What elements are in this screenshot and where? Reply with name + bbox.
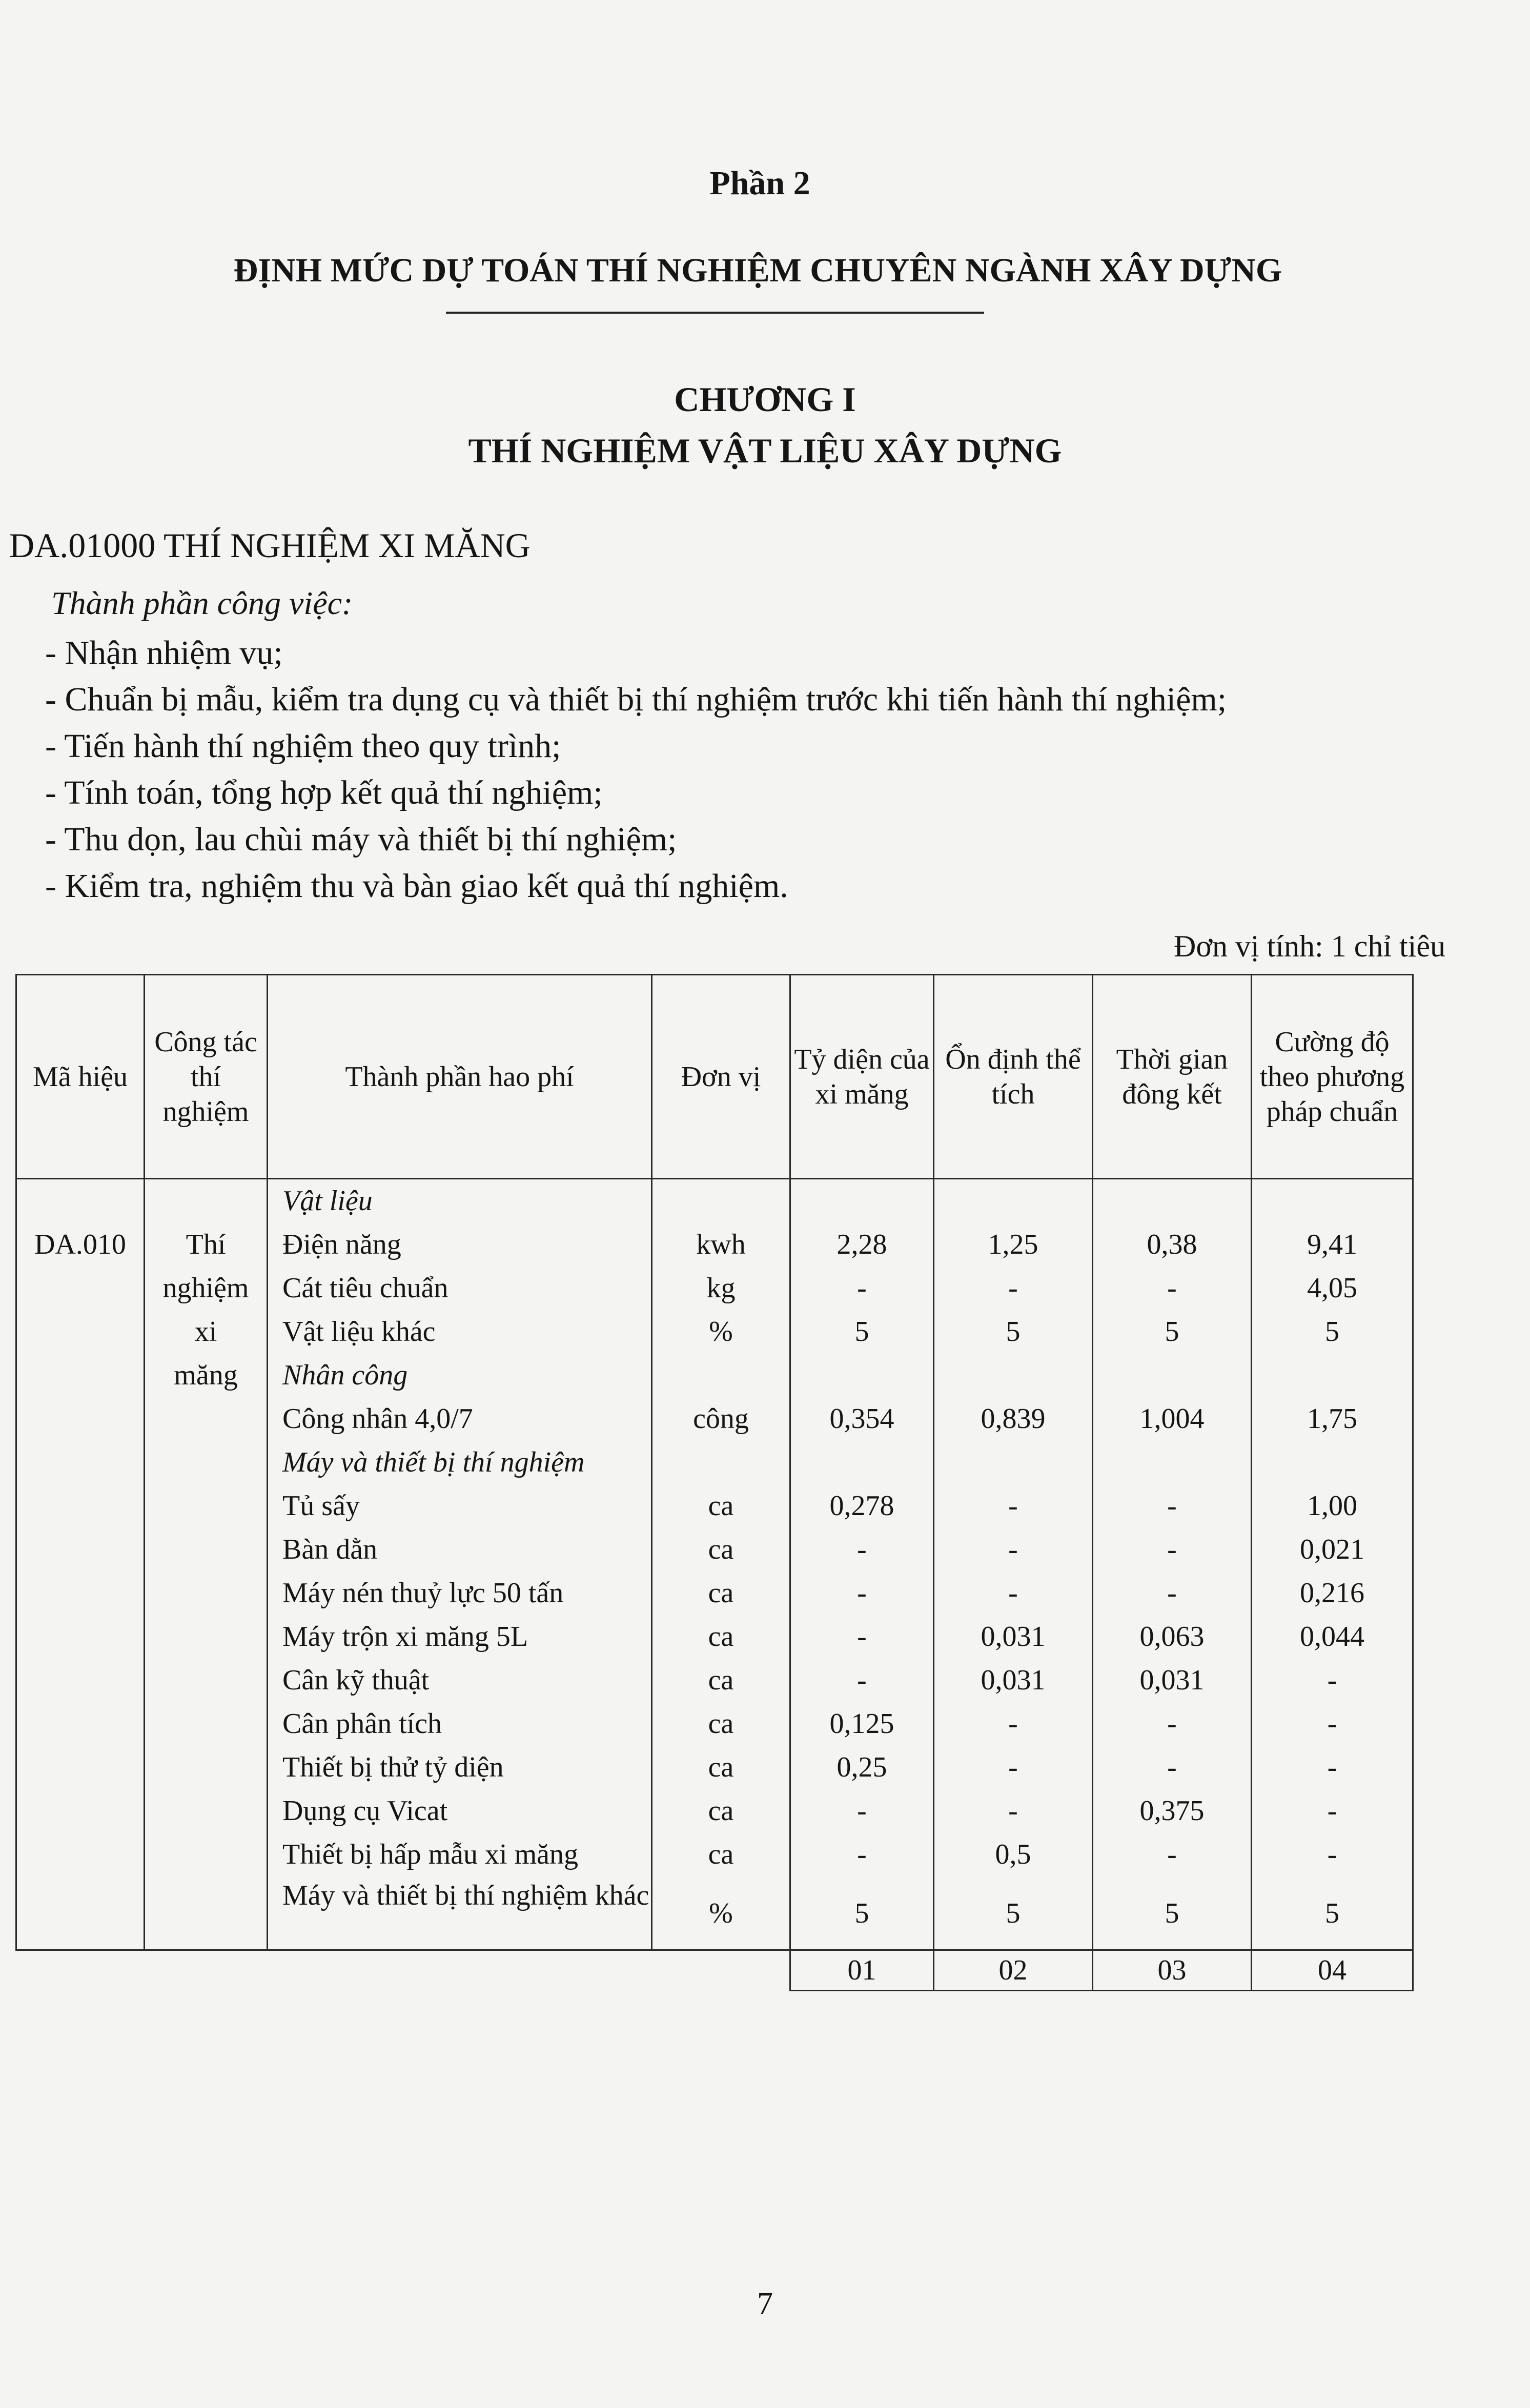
component-name: Cân phân tích [282, 1708, 442, 1740]
c1-value: 5 [854, 1897, 869, 1929]
c1-value: 0,25 [837, 1751, 887, 1783]
group-label: Vật liệu [282, 1185, 373, 1217]
c4-value: - [1327, 1664, 1337, 1696]
c1-value: - [857, 1577, 867, 1609]
part-heading: Phần 2 [709, 165, 810, 202]
c1-value [791, 1179, 933, 1223]
unit-value: công [693, 1403, 749, 1435]
page-number: 7 [757, 2287, 773, 2321]
c2-value: 0,839 [981, 1403, 1046, 1435]
header-c1: Tỷ diện của xi măng [790, 975, 934, 1179]
c2-value: 1,25 [988, 1229, 1038, 1260]
work-line: nghiệm [162, 1272, 249, 1304]
norms-table [15, 974, 1414, 1991]
c1-value: - [857, 1621, 867, 1652]
unit-value: kwh [696, 1229, 746, 1260]
c4-value: 5 [1325, 1897, 1339, 1929]
unit-value: ca [708, 1621, 734, 1652]
c1-value [791, 1441, 933, 1484]
c4-value [1252, 1441, 1412, 1484]
component-name: Công nhân 4,0/7 [282, 1403, 473, 1435]
c3-value: 5 [1165, 1316, 1179, 1348]
c4-value [1252, 1179, 1412, 1223]
group-label: Nhân công [282, 1359, 408, 1391]
c2-value [934, 1179, 1092, 1223]
component-name: Máy trộn xi măng 5L [282, 1621, 528, 1652]
c2-value: 5 [1006, 1897, 1021, 1929]
unit-value [652, 1179, 789, 1223]
work-item: - Nhận nhiệm vụ; [45, 634, 283, 671]
column-code: 01 [790, 1950, 934, 1991]
c3-value: - [1167, 1839, 1177, 1870]
c2-value: 0,5 [995, 1839, 1031, 1870]
unit-value: ca [708, 1839, 734, 1870]
c4-value: 0,216 [1300, 1577, 1364, 1609]
c1-value: - [857, 1534, 867, 1565]
c4-value: 4,05 [1307, 1272, 1357, 1304]
c2-value [934, 1441, 1092, 1484]
section-title: DA.01000 THÍ NGHIỆM XI MĂNG [9, 526, 531, 565]
chapter-heading: CHƯƠNG I [674, 380, 856, 419]
c2-column [934, 1179, 1093, 1950]
work-item: - Tiến hành thí nghiệm theo quy trình; [45, 727, 561, 765]
c3-value: - [1167, 1708, 1177, 1740]
unit-value: ca [708, 1664, 734, 1696]
header-c4: Cường độ theo phương pháp chuẩn [1252, 975, 1413, 1179]
c4-value: - [1327, 1839, 1337, 1870]
c2-value: - [1008, 1534, 1018, 1565]
component-name: Điện năng [282, 1229, 401, 1260]
c2-value: - [1008, 1751, 1018, 1783]
c3-value: - [1167, 1577, 1177, 1609]
unit-value: ca [708, 1751, 734, 1783]
c3-value: - [1167, 1534, 1177, 1565]
code-value: DA.010 [34, 1229, 126, 1260]
column-code: 04 [1252, 1950, 1413, 1991]
work-components-label: Thành phần công việc: [51, 585, 353, 621]
unit-value: ca [708, 1708, 734, 1740]
component-name: Cát tiêu chuẩn [282, 1272, 448, 1304]
c4-value: 0,021 [1300, 1534, 1364, 1565]
c3-value: 0,063 [1139, 1621, 1205, 1652]
c4-value: 1,75 [1307, 1403, 1357, 1435]
c2-value [934, 1354, 1092, 1397]
unit-value: kg [706, 1272, 736, 1304]
unit-value: % [709, 1897, 733, 1929]
chapter-title: THÍ NGHIỆM VẬT LIỆU XÂY DỰNG [468, 431, 1062, 470]
c1-value: - [857, 1795, 867, 1827]
c2-value: 0,031 [981, 1664, 1046, 1696]
column-code: 02 [934, 1950, 1093, 1991]
c3-value [1093, 1179, 1251, 1223]
component-name: Máy và thiết bị thí nghiệm khác [282, 1880, 649, 1911]
component-name: Cân kỹ thuật [282, 1664, 430, 1696]
work-item: - Chuẩn bị mẫu, kiểm tra dụng cụ và thiết bị thí nghiệm trước khi tiến hành thí nghiệm; [45, 681, 1227, 718]
c2-value: - [1008, 1795, 1018, 1827]
c2-value: - [1008, 1708, 1018, 1740]
header-c2: Ổn định thể tích [934, 975, 1093, 1179]
c4-column [1252, 1179, 1413, 1950]
component-name: Tủ sấy [282, 1490, 360, 1522]
c2-value: 0,031 [981, 1621, 1046, 1652]
c4-value: - [1327, 1795, 1337, 1827]
unit-value: ca [708, 1795, 734, 1827]
c1-value: - [857, 1272, 867, 1304]
component-name: Thiết bị hấp mẫu xi măng [282, 1839, 578, 1870]
c1-value: 5 [854, 1316, 869, 1348]
header-component: Thành phần hao phí [268, 975, 652, 1179]
table-header-row [16, 975, 1413, 1179]
c3-value [1093, 1441, 1251, 1484]
c1-value: 0,125 [829, 1708, 894, 1740]
component-name: Máy nén thuỷ lực 50 tấn [282, 1577, 564, 1609]
c1-value: - [857, 1839, 867, 1870]
main-title: ĐỊNH MỨC DỰ TOÁN THÍ NGHIỆM CHUYÊN NGÀNH XÂY DỰNG [233, 252, 1282, 289]
c1-value: 0,278 [829, 1490, 894, 1522]
c3-value: 1,004 [1139, 1403, 1205, 1435]
unit-column [652, 1179, 790, 1950]
c3-value: 0,38 [1147, 1229, 1197, 1260]
component-name: Vật liệu khác [282, 1316, 436, 1348]
c3-value: - [1167, 1272, 1177, 1304]
c2-value: - [1008, 1490, 1018, 1522]
work-column [145, 1179, 268, 1950]
header-unit: Đơn vị [652, 975, 790, 1179]
unit-value: % [709, 1316, 733, 1348]
work-item: - Thu dọn, lau chùi máy và thiết bị thí nghiệm; [45, 821, 677, 858]
header-work: Công tác thí nghiệm [145, 975, 268, 1179]
c3-value: - [1167, 1490, 1177, 1522]
unit-value: ca [708, 1577, 734, 1609]
code-column [16, 1179, 145, 1950]
column-code: 03 [1093, 1950, 1252, 1991]
c4-value: 9,41 [1307, 1229, 1357, 1260]
work-line: măng [174, 1359, 238, 1391]
c2-value: - [1008, 1577, 1018, 1609]
c3-value: - [1167, 1751, 1177, 1783]
c4-value: 0,044 [1300, 1621, 1364, 1652]
column-code-row [16, 1950, 1413, 1991]
table-body-row [16, 1179, 1413, 1950]
c2-value: 5 [1006, 1316, 1021, 1348]
header-c3: Thời gian đông kết [1093, 975, 1252, 1179]
c2-value: - [1008, 1272, 1018, 1304]
c4-value: 1,00 [1307, 1490, 1357, 1522]
c4-value: - [1327, 1708, 1337, 1740]
unit-note: Đơn vị tính: 1 chỉ tiêu [1173, 929, 1445, 963]
c1-value: - [857, 1664, 867, 1696]
c1-column [790, 1179, 934, 1950]
header-code: Mã hiệu [16, 975, 145, 1179]
work-item: - Tính toán, tổng hợp kết quả thí nghiệm; [45, 774, 603, 811]
c4-value: - [1327, 1751, 1337, 1783]
c1-value: 0,354 [829, 1403, 894, 1435]
c3-value: 5 [1165, 1897, 1179, 1929]
c3-column [1093, 1179, 1252, 1950]
work-item: - Kiểm tra, nghiệm thu và bàn giao kết quả thí nghiệm. [45, 867, 788, 905]
c1-value: 2,28 [837, 1229, 887, 1260]
group-label: Máy và thiết bị thí nghiệm [282, 1446, 585, 1478]
c1-value [791, 1354, 933, 1397]
component-name: Dụng cụ Vicat [282, 1795, 448, 1827]
work-line: xi [194, 1316, 217, 1348]
c3-value: 0,031 [1139, 1664, 1205, 1696]
work-line: Thí [186, 1229, 226, 1260]
c3-value: 0,375 [1139, 1795, 1205, 1827]
title-underline [446, 312, 984, 314]
unit-value [652, 1354, 789, 1397]
unit-value [652, 1441, 789, 1484]
c4-value: 5 [1325, 1316, 1339, 1348]
c3-value [1093, 1354, 1251, 1397]
unit-value: ca [708, 1490, 734, 1522]
work-components-list [45, 629, 1227, 909]
component-column [268, 1179, 652, 1950]
c4-value [1252, 1354, 1412, 1397]
component-name: Thiết bị thử tỷ diện [282, 1751, 504, 1783]
component-name: Bàn dằn [282, 1534, 378, 1565]
unit-value: ca [708, 1534, 734, 1565]
